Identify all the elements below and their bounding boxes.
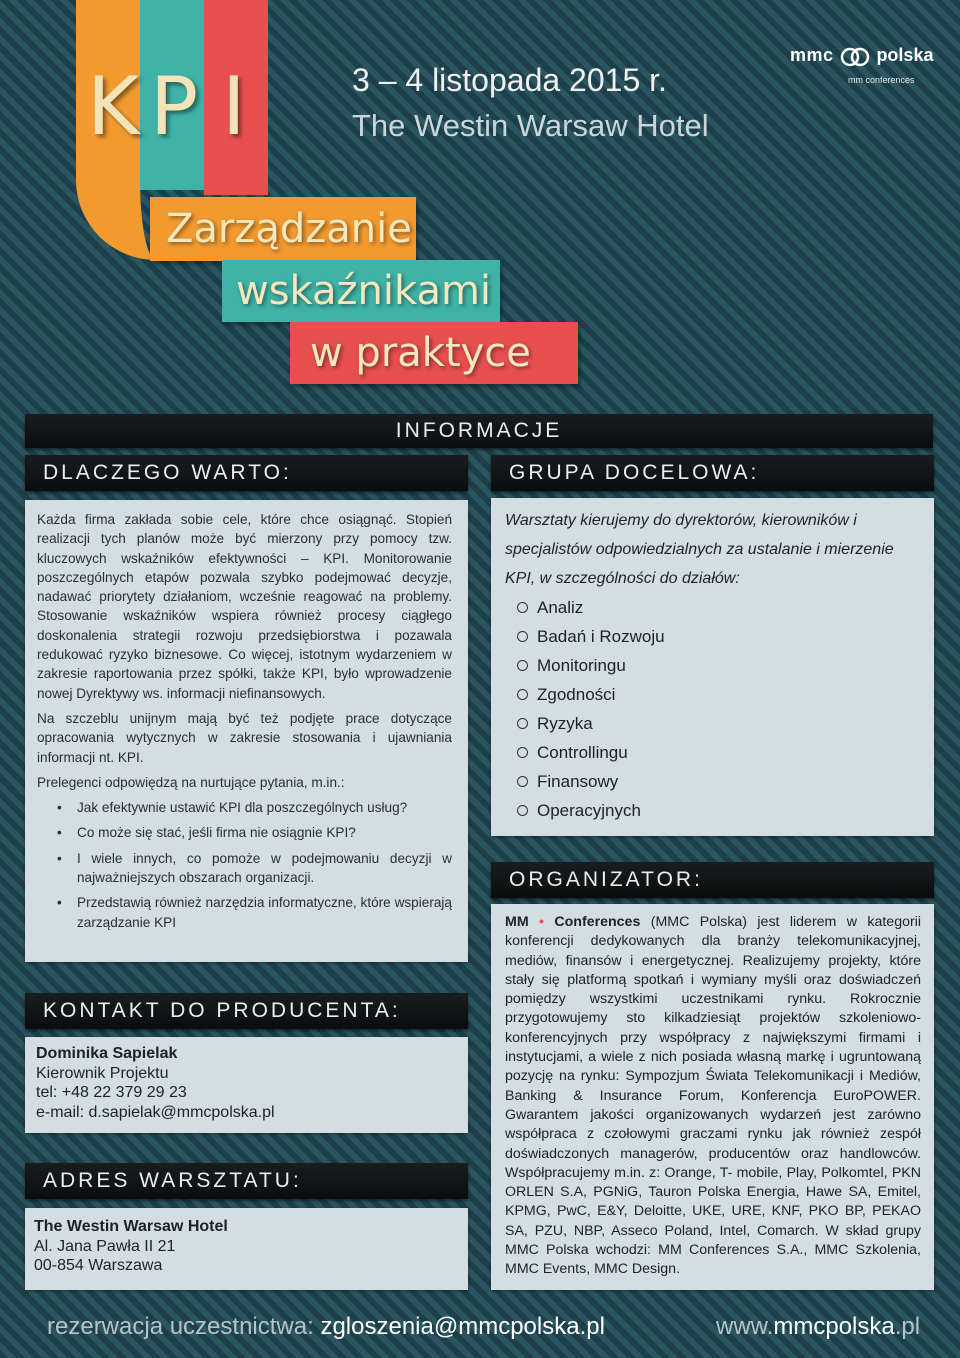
grupa-panel — [491, 498, 934, 836]
bullet-item: • Przedstawią również narzędzia informatyczne, które wspierają zarządzanie KPI — [37, 893, 452, 932]
kontakt-role: Kierownik Projektu — [36, 1064, 169, 1082]
grupa-intro: Warsztaty kierujemy do dyrektorów, kierowników i specjalistów odpowiedzialnych za ustalanie i mierzenie KPI, w szczególności do działów: — [505, 512, 894, 587]
bullet-item: • I wiele innych, co pomoże w podejmowaniu decyzji w najważniejszych obszarach organizacji. — [37, 849, 452, 888]
kpi-letter-p: P — [150, 60, 199, 153]
footer-reservation-label: rezerwacja uczestnictwa: — [47, 1313, 321, 1340]
mmc-polska-logo — [790, 45, 934, 85]
grupa-item — [505, 622, 918, 651]
dlaczego-header — [25, 455, 468, 491]
kontakt-header — [25, 993, 468, 1029]
logo-tagline: mm conferences — [848, 75, 915, 85]
grupa-item — [505, 796, 918, 825]
kontakt-name: Dominika Sapielak — [36, 1045, 178, 1062]
grupa-item — [505, 680, 918, 709]
grupa-item-label: Finansowy — [537, 772, 619, 791]
dlaczego-paragraph-2: Na szczeblu unijnym mają być też podjęte prace dotyczące opracowania wytycznych w zakresie stosowania i ujawniania informacji nt. KPI. — [37, 710, 452, 765]
circle-bullet-icon — [517, 747, 528, 758]
footer-web-domain: mmcpolska — [773, 1313, 895, 1340]
organizator-description: (MMC Polska) jest liderem w kategorii konferencji dedykowanych dla branży telekomunikacyjnej, mediów, finansów i energetycznej. Realizujemy projekty, które stały się platformą spotkań i wymiany myśli oraz doświadczeń pomiędzy wszystkimi uczestnikami rynku. Rokrocznie przygotowujemy sto kilkadziesiąt projektów szkoleniowo-konferencyjnych przy współpracy z największymi firmami i instytucjami, a wiele z nich posiada własną markę i ugruntowaną pozycję na rynku: Sympozjum Świata Telekomunikacji i Mediów, Banking & Insurance Forum, Konferencja EuroPOWER. Gwarantem jakości organizowanych wydarzeń jest zarówno współpraca z czołowymi graczami rynku jak również zespół doświadczonych managerów, producentów oraz handlowców. Współpracujemy m.in. z: Orange, T- mobile, Play, Polkomtel, PKN ORLEN S.A, PGNiG, Tauron Polska Energia, Hawe SA, Emitel, KPMG, PwC, E&Y, Deloitte, UKE, URE, KNF, PKO BP, PEKAO SA, PZU, NBP, Asseco Poland, Intel, Comarch. W skład grupy MMC Polska wchodzi: MM Conferences S.A., MMC Szkolenia, MMC Events, MMC Design. — [505, 914, 922, 1278]
kontakt-title: KONTAKT DO PRODUCENTA: — [43, 999, 401, 1022]
dlaczego-text — [37, 510, 452, 792]
organizator-brand-a: MM — [505, 914, 529, 930]
circle-bullet-icon — [517, 776, 528, 787]
grupa-item — [505, 651, 918, 680]
grupa-item — [505, 709, 918, 738]
circle-bullet-icon — [517, 631, 528, 642]
adres-street: Al. Jana Pawła II 21 — [34, 1237, 176, 1255]
kpi-letter-i: I — [222, 60, 246, 153]
adres-city: 00-854 Warszawa — [34, 1257, 163, 1274]
kontakt-panel — [25, 1037, 468, 1133]
circle-bullet-icon — [517, 718, 528, 729]
dlaczego-paragraph-3: Prelegenci odpowiędzą na nurtujące pytania, m.in.: — [37, 774, 345, 790]
adres-header — [25, 1163, 468, 1199]
circle-bullet-icon — [517, 689, 528, 700]
grupa-item-label: Monitoringu — [537, 656, 626, 675]
grupa-header — [491, 455, 934, 491]
logo-mmc: mmc — [790, 45, 834, 65]
ribbon-curve-orange — [76, 150, 156, 260]
grupa-item-label: Zgodności — [537, 685, 616, 704]
grupa-item-label: Controllingu — [537, 743, 628, 762]
dlaczego-paragraph-1: Każda firma zakłada sobie cele, które chce osiągnąć. Stopień realizacji tych planów może być mierzony przy pomocy tzw. kluczowych wskaźników efektywności – KPI. Monitorowanie poszczególnych etapów pozwala szybko podejmować decyzje, nadawać priorytety działaniom, wcześnie reagować na problemy. Stosowanie wskaźników wspiera również procesy ciągłego doskonalenia strategii rozwoju przedsiębiorstwa i pozawala redukować ryzyko biznesowe. Co więcej, istotnym wydarzeniem w zakresie raportowania przez spółki, także KPI, było wprowadzenie nowej Dyrektywy ws. informacji niefinansowych. — [37, 512, 452, 701]
circle-bullet-icon — [517, 602, 528, 613]
kpi-letter-k: K — [87, 60, 140, 153]
grupa-item-label: Operacyjnych — [537, 801, 641, 820]
footer-web-suffix: .pl — [894, 1313, 921, 1340]
kontakt-phone[interactable]: tel: +48 22 379 29 23 — [36, 1084, 187, 1101]
organizator-header — [491, 862, 934, 898]
grupa-list — [505, 593, 918, 825]
bullet-item: • Co może się stać, jeśli firma nie osiągnie KPI? — [37, 823, 452, 842]
dlaczego-bullets — [37, 798, 452, 932]
event-venue: The Westin Warsaw Hotel — [352, 108, 709, 143]
grupa-item — [505, 738, 918, 767]
grupa-item-label: Analiz — [537, 598, 584, 617]
organizator-panel — [491, 904, 934, 1290]
title-line-2: wskaźnikami — [236, 268, 492, 314]
informacje-title: INFORMACJE — [395, 419, 563, 442]
organizator-text — [505, 913, 921, 1280]
grupa-title: GRUPA DOCELOWA: — [509, 461, 760, 484]
kontakt-email[interactable]: e-mail: d.sapielak@mmcpolska.pl — [36, 1103, 275, 1121]
footer-reservation-email[interactable]: zgloszenia@mmcpolska.pl — [320, 1313, 605, 1340]
grupa-item-label: Badań i Rozwoju — [537, 627, 665, 646]
logo-polska: polska — [876, 45, 934, 65]
dlaczego-title: DLACZEGO WARTO: — [43, 461, 292, 484]
footer-web-prefix: www. — [716, 1313, 774, 1340]
circle-bullet-icon — [517, 805, 528, 816]
adres-name: The Westin Warsaw Hotel — [34, 1218, 228, 1235]
event-date: 3 – 4 listopada 2015 r. — [352, 62, 667, 98]
adres-panel — [25, 1208, 468, 1290]
bullet-item: • Jak efektywnie ustawić KPI dla poszczególnych usług? — [37, 798, 452, 817]
adres-title: ADRES WARSZTATU: — [43, 1169, 302, 1192]
dlaczego-panel — [25, 500, 468, 962]
footer-reservation — [47, 1313, 605, 1341]
circle-bullet-icon — [517, 660, 528, 671]
grupa-item — [505, 767, 918, 796]
organizator-brand-b: Conferences — [554, 914, 641, 930]
grupa-item — [505, 593, 918, 622]
grupa-item-label: Ryzyka — [537, 714, 593, 733]
footer-website[interactable] — [716, 1313, 920, 1341]
title-line-1: Zarządzanie — [166, 206, 412, 252]
organizator-title: ORGANIZATOR: — [509, 868, 703, 891]
title-line-3: w praktyce — [310, 330, 531, 376]
informacje-bar — [25, 414, 933, 448]
logo-rings-icon — [838, 46, 872, 68]
organizator-brand-dot: • — [539, 914, 544, 930]
